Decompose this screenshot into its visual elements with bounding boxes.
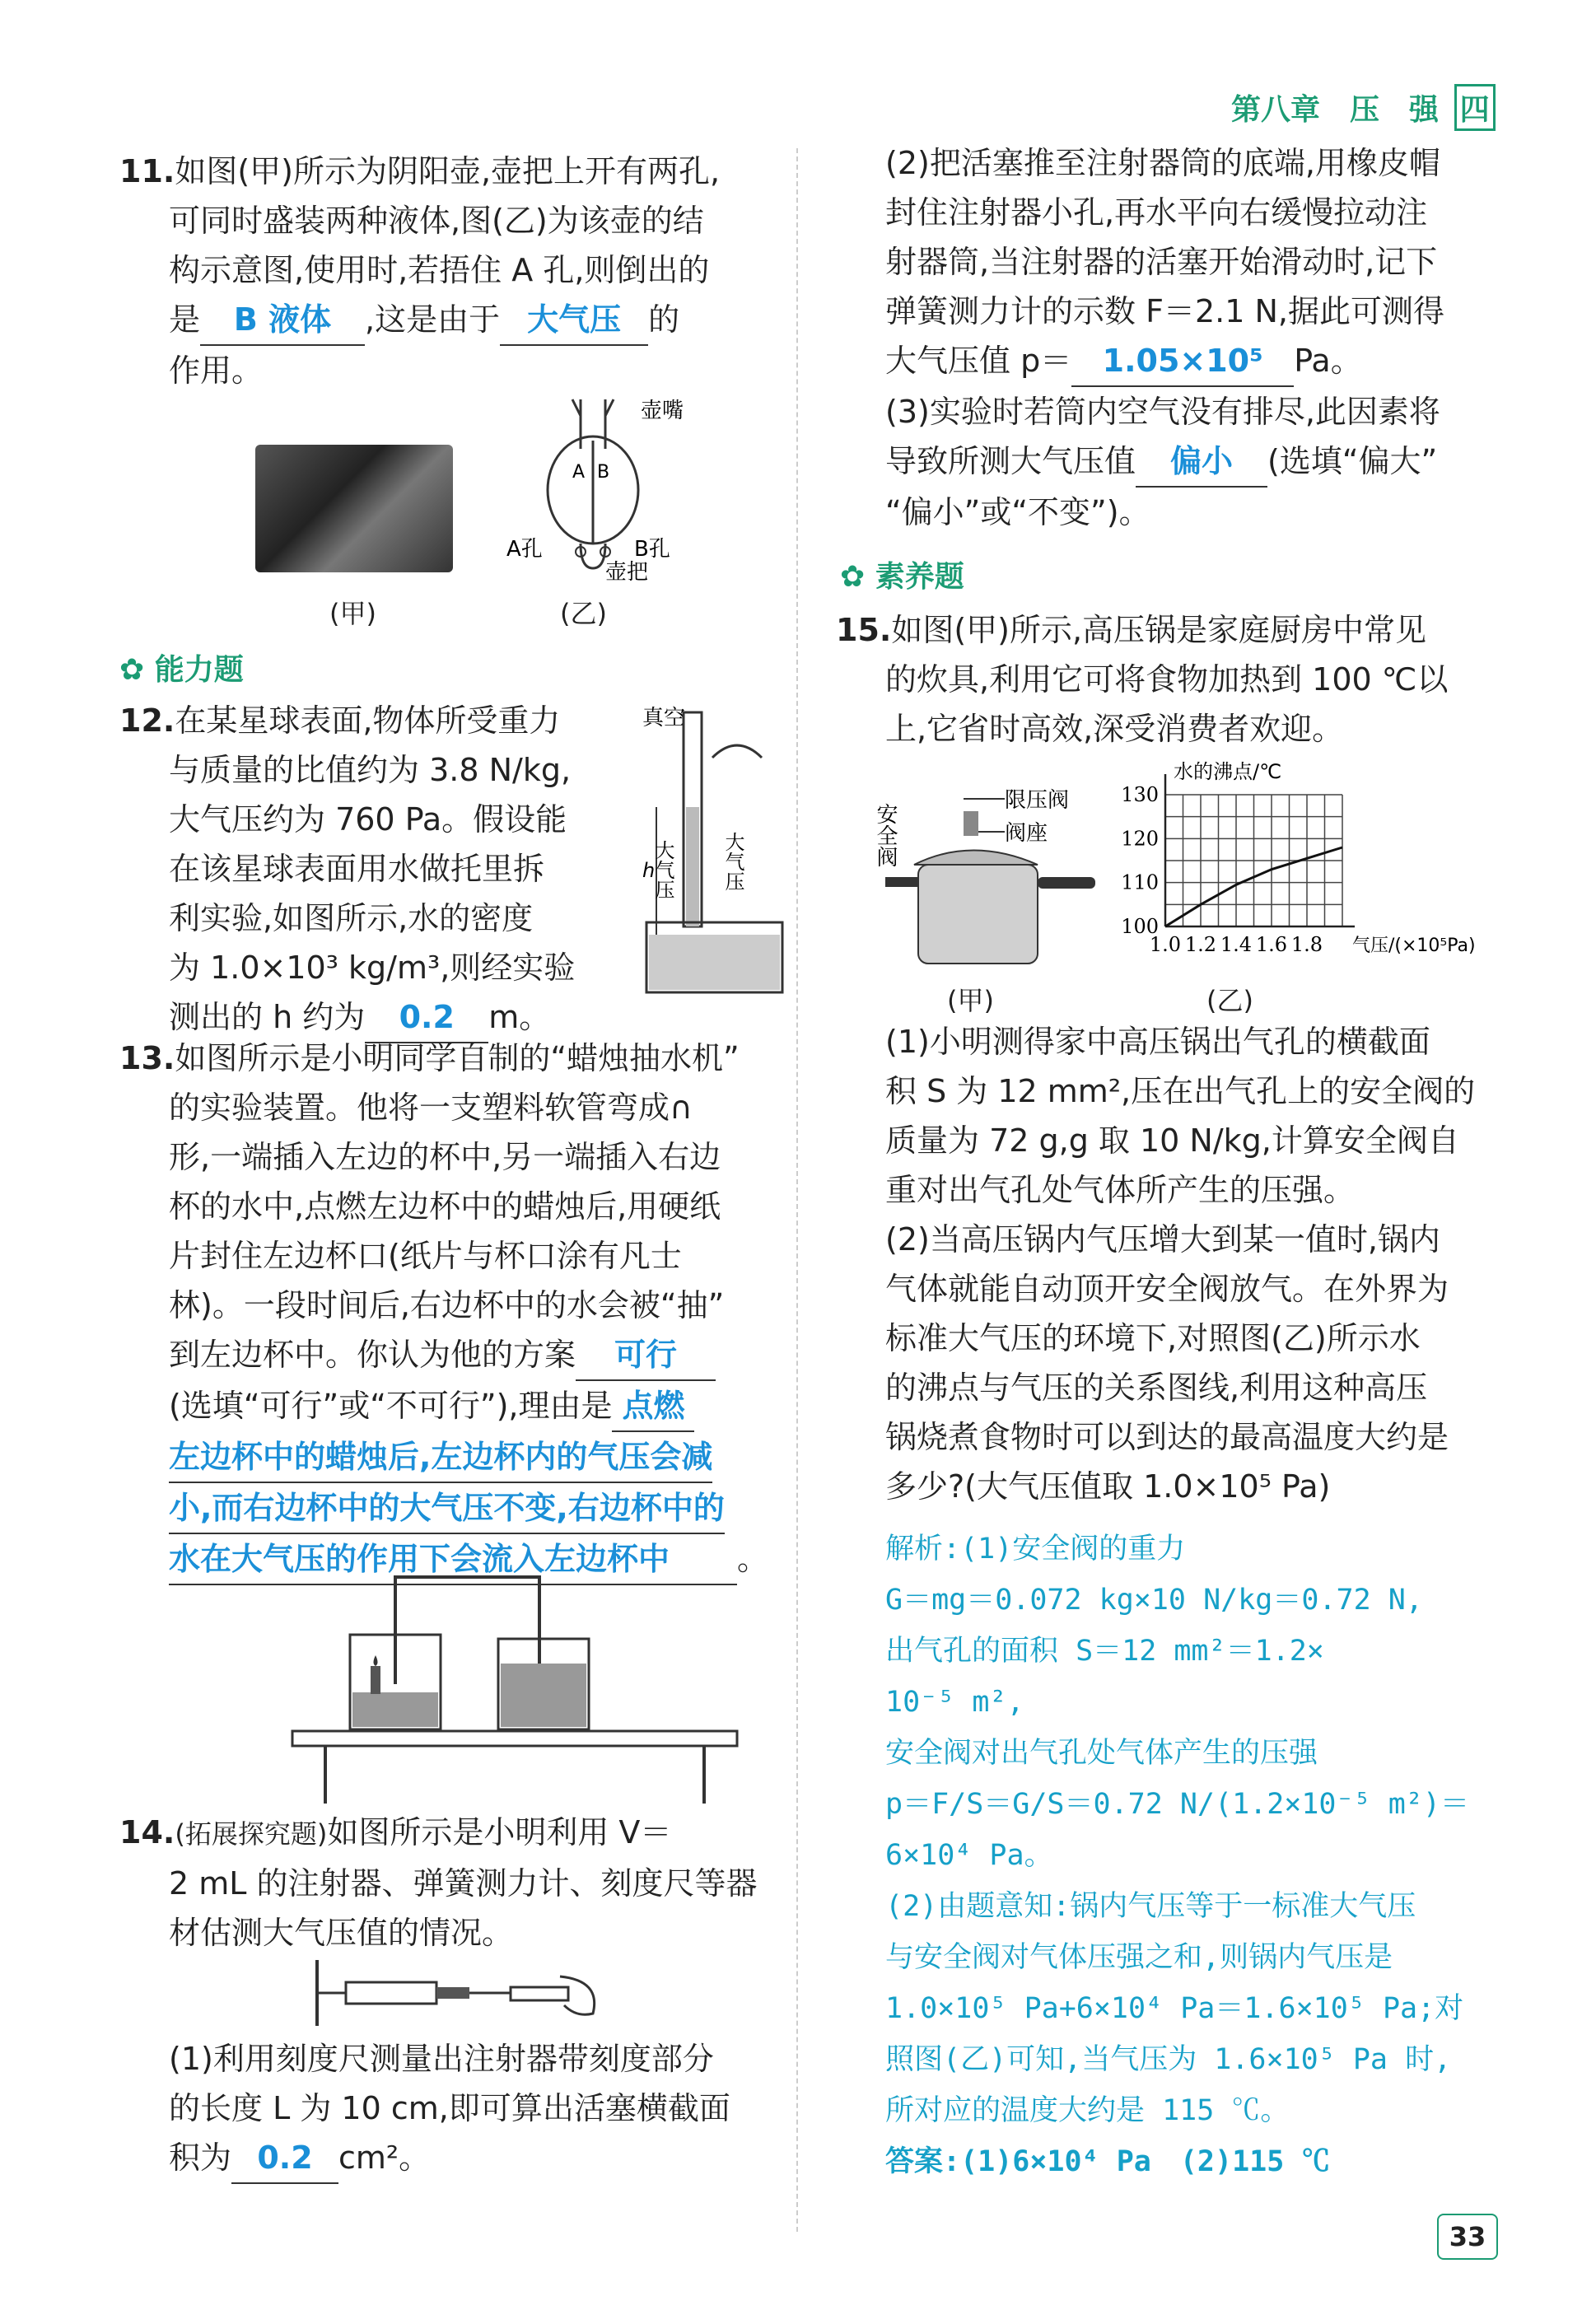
section-ability — [119, 646, 244, 688]
q12-line: 大气压约为 760 Pa。假设能 — [169, 801, 567, 838]
caption-a: (甲) — [329, 598, 376, 629]
q15-line: 气体就能自动顶开安全阀放气。在外界为 — [885, 1271, 1449, 1307]
answer-blank: B 液体 — [200, 295, 365, 346]
q14-line: (2)把活塞推至注射器筒的底端,用橡皮帽 — [885, 145, 1440, 181]
q14-answer-line — [885, 436, 1511, 488]
q11-text: 的 — [648, 301, 680, 338]
boiling-point-chart — [1104, 762, 1507, 976]
q11-text: ,这是由于 — [365, 301, 501, 338]
fig-label-spout: 壶嘴 — [641, 399, 684, 423]
q13-line: 杯的水中,点燃左边杯中的蜡烛后,用硬纸 — [169, 1188, 721, 1225]
question-number: 11. — [119, 153, 175, 189]
candle-pump-diagram — [292, 1569, 754, 1808]
solution-line: 安全阀对出气孔处气体产生的压强 — [885, 1737, 1318, 1770]
q15-line: 的炊具,利用它可将食物加热到 100 ℃以 — [885, 661, 1449, 698]
fig-label-valve-seat: 阀座 — [1005, 821, 1048, 846]
page-number: 33 — [1437, 2214, 1498, 2260]
q15-line: 重对出气孔处气体所产生的压强。 — [885, 1172, 1356, 1208]
chapter-header — [1231, 84, 1496, 131]
q13-reason-line — [119, 1381, 778, 1432]
caption-cooker: (甲) — [947, 985, 994, 1016]
q13-text: 到左边杯中。你认为他的方案 — [169, 1337, 576, 1373]
answer-blank: 偏小 — [1136, 436, 1267, 488]
teapot-diagram — [502, 391, 716, 589]
question-14 — [119, 1808, 778, 1958]
section-literacy — [840, 553, 964, 595]
question-number: 12. — [119, 702, 175, 739]
answer-blank: 大气压 — [500, 295, 648, 346]
q14-text: (选填“偏大” — [1267, 443, 1438, 479]
fig-label-a-hole: A孔 — [506, 537, 543, 562]
q14-text: Pa。 — [1294, 343, 1362, 379]
svg-text:B: B — [597, 462, 610, 483]
question-number: 13. — [119, 1040, 175, 1076]
caption-chart: (乙) — [1206, 985, 1253, 1016]
fig-label-atm: 大气压 — [651, 840, 674, 899]
q14-line: 的长度 L 为 10 cm,即可算出活塞横截面 — [169, 2090, 730, 2126]
q15-line: 积 S 为 12 mm²,压在出气孔上的安全阀的 — [885, 1073, 1476, 1109]
answer-blank: 小,而右边杯中的大气压不变,右边杯中的 — [169, 1483, 725, 1534]
q15-line: 的沸点与气压的关系图线,利用这种高压 — [885, 1370, 1428, 1406]
syringe-diagram — [313, 1956, 609, 2030]
q15-line: (1)小明测得家中高压锅出气孔的横截面 — [885, 1024, 1430, 1060]
q14-answer-line — [885, 336, 1511, 387]
x-tick-label: 1.0 — [1149, 933, 1182, 956]
q13-text: 。 — [737, 1541, 769, 1577]
solution-line: 10⁻⁵ m², — [885, 1686, 1024, 1719]
fig-label-atm: 大气压 — [721, 832, 744, 891]
y-tick-label: 100 — [1121, 915, 1159, 938]
q11-line: 如图(甲)所示为阴阳壶,壶把上开有两孔, — [175, 153, 721, 189]
answer-blank: 1.05×10⁵ — [1071, 336, 1294, 387]
section-title: 素养题 — [875, 560, 964, 594]
q14-line: (3)实验时若筒内空气没有排尽,此因素将 — [885, 394, 1440, 430]
chart-title: 水的沸点/℃ — [1174, 760, 1282, 783]
chapter-title: 第八章 压 强 — [1231, 93, 1440, 127]
q13-line: 片封住左边杯口(纸片与杯口涂有凡士 — [169, 1238, 682, 1274]
question-13 — [119, 1034, 778, 1585]
teapot-photo — [255, 445, 453, 572]
q14-text: 导致所测大气压值 — [885, 443, 1136, 479]
solution-line: 解析:(1)安全阀的重力 — [885, 1533, 1186, 1566]
q14-text: cm²。 — [338, 2140, 431, 2176]
solution — [885, 1524, 1511, 2187]
q14-line: 材估测大气压值的情况。 — [169, 1915, 514, 1951]
column-divider — [796, 148, 798, 2232]
q13-reason-answer — [119, 1432, 778, 1483]
answer-blank: 左边杯中的蜡烛后,左边杯内的气压会减 — [169, 1432, 712, 1483]
q12-text: m。 — [488, 999, 551, 1035]
q14-line: “偏小”或“不变”)。 — [885, 494, 1150, 530]
fig-label-b-hole: B孔 — [634, 537, 670, 562]
question-12 — [119, 696, 630, 1043]
q15-line: 锅烧煮食物时可以到达的最高温度大约是 — [885, 1419, 1449, 1455]
section-title: 能力题 — [154, 653, 244, 687]
y-tick-label: 130 — [1121, 783, 1159, 806]
fig-label-vacuum: 真空 — [642, 706, 686, 730]
q12-line: 在某星球表面,物体所受重力 — [175, 702, 561, 739]
q14-text: 大气压值 p＝ — [885, 343, 1072, 379]
q14-line: (1)利用刻度尺测量出注射器带刻度部分 — [169, 2041, 714, 2077]
solution-line: G＝mg＝0.072 kg×10 N/kg＝0.72 N, — [885, 1584, 1423, 1617]
q13-line: 的实验装置。他将一支塑料软管弯成∩ — [169, 1090, 693, 1126]
torricelli-diagram — [638, 700, 786, 996]
fig-label-h: h — [642, 859, 656, 882]
question-15 — [836, 605, 1511, 754]
question-number: 14. — [119, 1814, 175, 1850]
section-icon: ✿ — [119, 653, 145, 687]
answer-blank: 可行 — [576, 1330, 716, 1381]
q12-line: 利实验,如图所示,水的密度 — [169, 900, 534, 936]
q14-text: 积为 — [169, 2140, 232, 2176]
solution-line: 与安全阀对气体压强之和,则锅内气压是 — [885, 1941, 1393, 1974]
q11-line: 可同时盛装两种液体,图(乙)为该壶的结 — [169, 203, 704, 239]
x-tick-label: 1.6 — [1255, 933, 1288, 956]
q13-line: 如图所示是小明同学自制的“蜡烛抽水机” — [175, 1040, 740, 1076]
question-11 — [119, 147, 778, 395]
q12-line: 在该星球表面用水做托里拆 — [169, 851, 545, 887]
caption-b: (乙) — [560, 598, 607, 629]
question-15-parts — [885, 1017, 1511, 1511]
x-tick-label: 1.4 — [1220, 933, 1253, 956]
q15-line: 质量为 72 g,g 取 10 N/kg,计算安全阀自 — [885, 1122, 1459, 1159]
answer-line: 答案:(1)6×10⁴ Pa (2)115 ℃ — [885, 2145, 1331, 2178]
chapter-icon: 四 — [1454, 84, 1496, 131]
q14-line: 弹簧测力计的示数 F＝2.1 N,据此可测得 — [885, 293, 1444, 329]
pressure-cooker-diagram — [873, 778, 1104, 992]
y-tick-label: 120 — [1121, 827, 1159, 851]
q15-line: 多少?(大气压值取 1.0×10⁵ Pa) — [885, 1468, 1331, 1505]
section-icon: ✿ — [840, 560, 866, 594]
q14-line: 封住注射器小孔,再水平向右缓慢拉动注 — [885, 194, 1428, 231]
q13-line: 林)。一段时间后,右边杯中的水会被“抽” — [169, 1287, 725, 1323]
q11-text: 是 — [169, 301, 201, 338]
q11-answer-line — [119, 295, 778, 346]
q14-answer-line — [119, 2133, 778, 2184]
svg-text:A: A — [572, 462, 586, 483]
question-14-continued — [885, 138, 1511, 537]
question-14-part1 — [119, 2034, 778, 2184]
q14-line: 2 mL 的注射器、弹簧测力计、刻度尺等器 — [169, 1865, 758, 1902]
q15-line: (2)当高压锅内气压增大到某一值时,锅内 — [885, 1221, 1440, 1258]
solution-line: 所对应的温度大约是 115 ℃。 — [885, 2094, 1290, 2127]
q14-tag: (拓展探究题) — [175, 1818, 328, 1850]
q12-line: 为 1.0×10³ kg/m³,则经实验 — [169, 950, 576, 986]
answer-blank: 0.2 — [365, 992, 488, 1043]
x-axis-label: 气压/(×10⁵Pa) — [1352, 936, 1476, 956]
y-tick-label: 110 — [1121, 870, 1159, 894]
q11-line: 构示意图,使用时,若捂住 A 孔,则倒出的 — [169, 252, 710, 288]
answer-blank: 水在大气压的作用下会流入左边杯中 — [169, 1534, 737, 1585]
fig-label-safety-valve: 安全阀 — [873, 803, 898, 867]
solution-line: 出气孔的面积 S＝12 mm²＝1.2× — [885, 1635, 1324, 1668]
q11-line: 作用。 — [169, 352, 264, 389]
fig-label-pressure-limiter: 限压阀 — [1005, 788, 1070, 813]
q14-line: 如图所示是小明利用 V＝ — [327, 1814, 672, 1850]
q13-text: (选填“可行”或“不可行”),理由是 — [169, 1388, 613, 1424]
answer-blank: 0.2 — [231, 2133, 338, 2184]
q12-line: 与质量的比值约为 3.8 N/kg, — [169, 752, 572, 788]
x-tick-label: 1.2 — [1184, 933, 1217, 956]
q13-reason-answer — [119, 1483, 778, 1534]
solution-line: 照图(乙)可知,当气压为 1.6×10⁵ Pa 时, — [885, 2043, 1452, 2076]
solution-line: (2)由题意知:锅内气压等于一标准大气压 — [885, 1890, 1416, 1923]
q15-line: 如图(甲)所示,高压锅是家庭厨房中常见 — [891, 612, 1427, 648]
solution-line: 1.0×10⁵ Pa+6×10⁴ Pa＝1.6×10⁵ Pa;对 — [885, 1992, 1464, 2025]
q12-text: 测出的 h 约为 — [169, 999, 366, 1035]
q13-line: 形,一端插入左边的杯中,另一端插入右边 — [169, 1139, 721, 1175]
q14-line: 射器筒,当注射器的活塞开始滑动时,记下 — [885, 244, 1438, 280]
question-number: 15. — [836, 612, 892, 648]
x-tick-label: 1.8 — [1290, 933, 1323, 956]
solution-line: p＝F/S＝G/S＝0.72 N/(1.2×10⁻⁵ m²)＝6×10⁴ Pa。 — [885, 1788, 1469, 1872]
q15-line: 上,它省时高效,深受消费者欢迎。 — [885, 711, 1344, 747]
fig-label-handle: 壶把 — [605, 560, 649, 585]
q13-answer-line — [119, 1330, 778, 1381]
q15-line: 标准大气压的环境下,对照图(乙)所示水 — [885, 1320, 1421, 1356]
answer-blank: 点燃 — [612, 1381, 694, 1432]
